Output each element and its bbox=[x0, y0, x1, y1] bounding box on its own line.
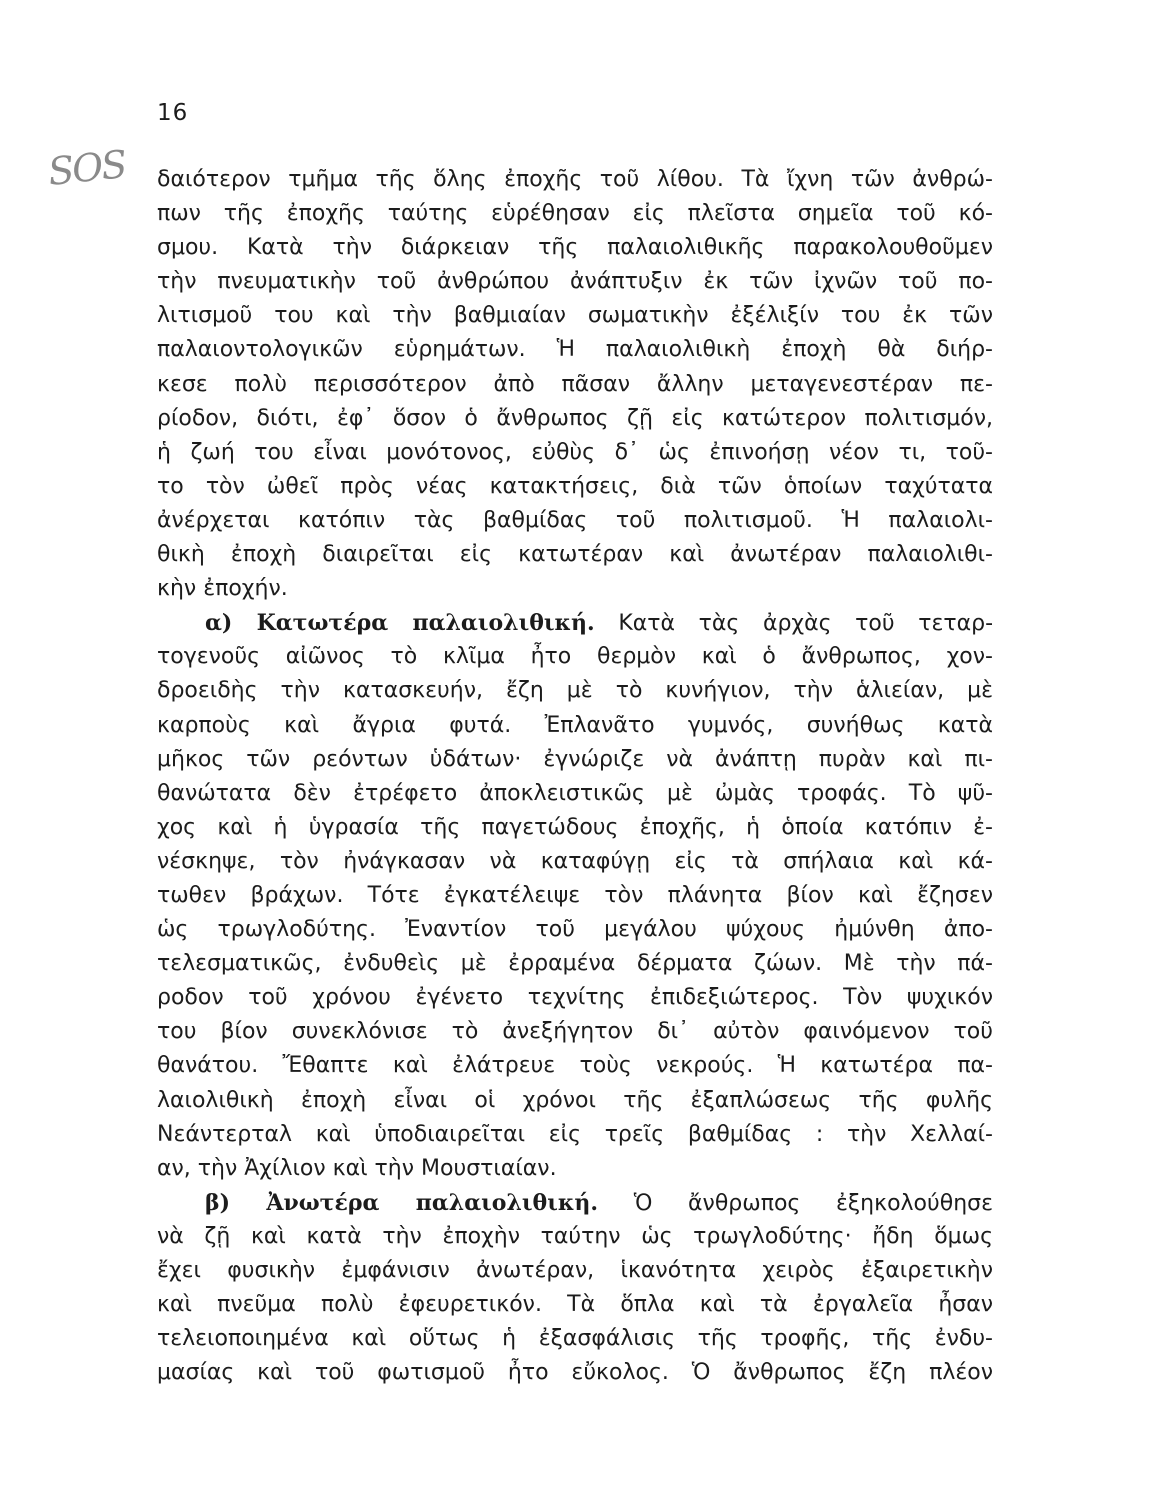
text-line: τὴν πνευματικὴν τοῦ ἀνθρώπου ἀνάπτυξιν ἐκ τῶν ἰχνῶν τοῦ πο- bbox=[157, 269, 993, 295]
handwritten-margin-note: SOS bbox=[45, 142, 128, 194]
section-heading-line bbox=[157, 606, 993, 640]
text-line: πων τῆς ἐποχῆς ταύτης εὑρέθησαν εἰς πλεῖστα σημεῖα τοῦ κό- bbox=[157, 201, 993, 227]
text-line: παλαιοντολογικῶν εὑρημάτων. Ἡ παλαιολιθικὴ ἐποχὴ θὰ διήρ- bbox=[157, 337, 993, 363]
text-line: νὰ ζῇ καὶ κατὰ τὴν ἐποχὴν ταύτην ὡς τρωγλοδύτης· ἤδη ὅμως bbox=[157, 1223, 993, 1249]
body-text bbox=[157, 163, 993, 1390]
text-line: λιτισμοῦ του καὶ τὴν βαθμιαίαν σωματικὴν ἐξέλιξίν του ἐκ τῶν bbox=[157, 303, 993, 329]
text-line: τελειοποιημένα καὶ οὕτως ἡ ἐξασφάλισις τῆς τροφῆς, τῆς ἐνδυ- bbox=[157, 1326, 993, 1352]
text-line: το τὸν ὠθεῖ πρὸς νέας κατακτήσεις, διὰ τῶν ὁποίων ταχύτατα bbox=[157, 473, 993, 499]
text-line: καρποὺς καὶ ἄγρια φυτά. Ἐπλανᾶτο γυμνός, συνήθως κατὰ bbox=[157, 712, 993, 738]
text-line: λαιολιθικὴ ἐποχὴ εἶναι οἱ χρόνοι τῆς ἐξαπλώσεως τῆς φυλῆς bbox=[157, 1087, 993, 1113]
text-line: ἔχει φυσικὴν ἐμφάνισιν ἀνωτέραν, ἱκανότητα χειρὸς ἐξαιρετικὴν bbox=[157, 1258, 993, 1283]
section-heading-line bbox=[157, 1186, 993, 1220]
text-line: τωθεν βράχων. Τότε ἐγκατέλειψε τὸν πλάνητα βίον καὶ ἔζησεν bbox=[157, 882, 993, 908]
section-heading-upper-paleolithic: β) Ἀνωτέρα παλαιολιθική. bbox=[205, 1189, 598, 1216]
text-line: θανώτατα δὲν ἐτρέφετο ἀποκλειστικῶς μὲ ὠμὰς τροφάς. Τὸ ψῦ- bbox=[157, 780, 993, 806]
text-line: Νεάντερταλ καὶ ὑποδιαιρεῖται εἰς τρεῖς βαθμίδας : τὴν Χελλαί- bbox=[157, 1121, 993, 1147]
text-line: τελεσματικῶς, ἐνδυθεὶς μὲ ἐρραμένα δέρματα ζώων. Μὲ τὴν πά- bbox=[157, 951, 993, 977]
text-line: κεσε πολὺ περισσότερον ἀπὸ πᾶσαν ἄλλην μεταγενεστέραν πε- bbox=[157, 371, 993, 397]
text-line: ἡ ζωή του εἶναι μονότονος, εὐθὺς δ᾿ ὡς ἐπινοήσῃ νέον τι, τοῦ- bbox=[157, 439, 993, 465]
text-line: του βίον συνεκλόνισε τὸ ἀνεξήγητον δι᾿ αὐτὸν φαινόμενον τοῦ bbox=[157, 1019, 993, 1045]
text-line-fragment: Κατὰ τὰς ἀρχὰς τοῦ τεταρ- bbox=[618, 611, 993, 637]
text-line: καὶ πνεῦμα πολὺ ἐφευρετικόν. Τὰ ὅπλα καὶ τὰ ἐργαλεῖα ἦσαν bbox=[157, 1292, 993, 1318]
text-line: θανάτου. Ἔθαπτε καὶ ἐλάτρευε τοὺς νεκρούς. Ἡ κατωτέρα πα- bbox=[157, 1053, 993, 1079]
text-line: ρίοδον, διότι, ἐφ᾿ ὅσον ὁ ἄνθρωπος ζῇ εἰς κατώτερον πολιτισμόν, bbox=[157, 405, 993, 431]
text-line: σμου. Κατὰ τὴν διάρκειαν τῆς παλαιολιθικῆς παρακολουθοῦμεν bbox=[157, 235, 993, 261]
text-line: μῆκος τῶν ρεόντων ὑδάτων· ἐγνώριζε νὰ ἀνάπτῃ πυρὰν καὶ πι- bbox=[157, 746, 993, 772]
text-line: θικὴ ἐποχὴ διαιρεῖται εἰς κατωτέραν καὶ ἀνωτέραν παλαιολιθι- bbox=[157, 542, 993, 568]
text-line-fragment: Ὁ ἄνθρωπος ἐξηκολούθησε bbox=[633, 1190, 993, 1216]
text-line: δροειδὴς τὴν κατασκευήν, ἔζη μὲ τὸ κυνήγιον, τὴν ἁλιείαν, μὲ bbox=[157, 678, 993, 704]
text-line: αν, τὴν Ἀχίλιον καὶ τὴν Μουστιαίαν. bbox=[157, 1155, 557, 1181]
text-line: ὡς τρωγλοδύτης. Ἐναντίον τοῦ μεγάλου ψύχους ἠμύνθη ἀπο- bbox=[157, 917, 993, 943]
text-line: ἀνέρχεται κατόπιν τὰς βαθμίδας τοῦ πολιτισμοῦ. Ἡ παλαιολι- bbox=[157, 507, 993, 533]
text-line: δαιότερον τμῆμα τῆς ὅλης ἐποχῆς τοῦ λίθου. Τὰ ἴχνη τῶν ἀνθρώ- bbox=[157, 167, 993, 192]
text-line: κὴν ἐποχήν. bbox=[157, 576, 288, 602]
text-line: νέσκηψε, τὸν ἠνάγκασαν νὰ καταφύγῃ εἰς τὰ σπήλαια καὶ κά- bbox=[157, 848, 993, 874]
text-line: τογενοῦς αἰῶνος τὸ κλῖμα ἦτο θερμὸν καὶ ὁ ἄνθρωπος, χον- bbox=[157, 644, 993, 670]
text-line: χος καὶ ἡ ὑγρασία τῆς παγετώδους ἐποχῆς, ἡ ὁποία κατόπιν ἐ- bbox=[157, 814, 993, 840]
text-line: μασίας καὶ τοῦ φωτισμοῦ ἦτο εὔκολος. Ὁ ἄνθρωπος ἔζη πλέον bbox=[157, 1360, 993, 1386]
section-heading-lower-paleolithic: α) Κατωτέρα παλαιολιθική. bbox=[205, 610, 595, 637]
page-number: 16 bbox=[157, 100, 189, 126]
text-line: ροδον τοῦ χρόνου ἐγένετο τεχνίτης ἐπιδεξιώτερος. Τὸν ψυχικόν bbox=[157, 985, 993, 1011]
